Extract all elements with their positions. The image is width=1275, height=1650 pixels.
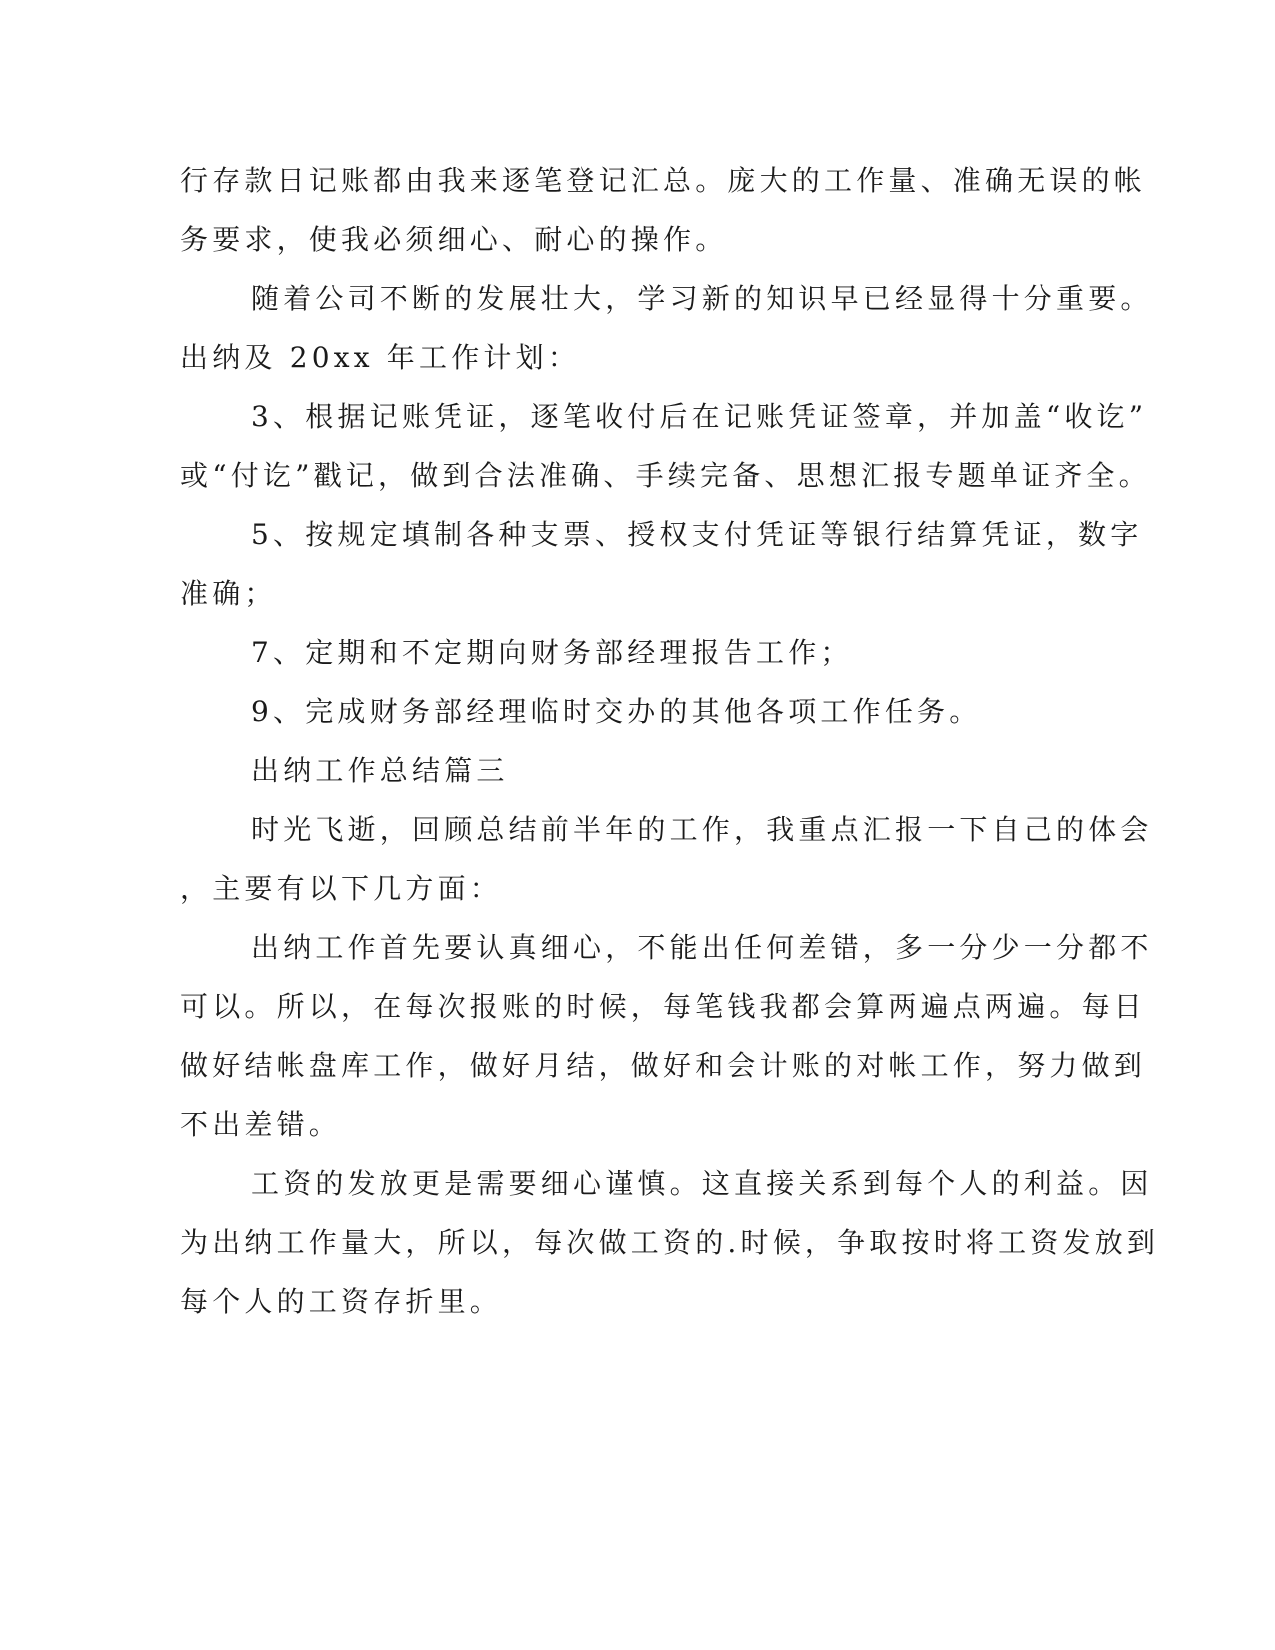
- text-line-1: 行存款日记账都由我来逐笔登记汇总。庞大的工作量、准确无误的帐: [180, 164, 1147, 197]
- section-heading: 出纳工作总结篇三: [251, 754, 509, 787]
- text-line-20: 每个人的工资存折里。: [180, 1285, 503, 1318]
- text-line-13: ，主要有以下几方面：: [180, 872, 503, 905]
- text-line-4: 出纳及 20xx 年工作计划：: [180, 341, 581, 374]
- text-line-9: 7、定期和不定期向财务部经理报告工作；: [251, 636, 853, 669]
- text-line-7: 5、按规定填制各种支票、授权支付凭证等银行结算凭证，数字: [251, 518, 1143, 551]
- text-line-15: 可以。所以，在每次报账的时候，每笔钱我都会算两遍点两遍。每日: [180, 990, 1147, 1023]
- text-line-2: 务要求，使我必须细心、耐心的操作。: [180, 223, 728, 256]
- text-line-10: 9、完成财务部经理临时交办的其他各项工作任务。: [251, 695, 982, 728]
- text-line-19: 为出纳工作量大，所以，每次做工资的.时候，争取按时将工资发放到: [180, 1226, 1160, 1259]
- text-line-17: 不出差错。: [180, 1108, 342, 1141]
- text-line-8: 准确；: [180, 577, 277, 610]
- text-line-5: 3、根据记账凭证，逐笔收付后在记账凭证签章，并加盖“收讫”: [251, 400, 1148, 433]
- text-line-6: 或“付讫”戳记，做到合法准确、手续完备、思想汇报专题单证齐全。: [180, 459, 1151, 492]
- text-line-18: 工资的发放更是需要细心谨慎。这直接关系到每个人的利益。因: [251, 1167, 1153, 1200]
- text-line-3: 随着公司不断的发展壮大，学习新的知识早已经显得十分重要。: [251, 282, 1153, 315]
- text-line-12: 时光飞逝，回顾总结前半年的工作，我重点汇报一下自己的体会: [251, 813, 1153, 846]
- text-line-14: 出纳工作首先要认真细心，不能出任何差错，多一分少一分都不: [251, 931, 1153, 964]
- text-line-16: 做好结帐盘库工作，做好月结，做好和会计账的对帐工作，努力做到: [180, 1049, 1147, 1082]
